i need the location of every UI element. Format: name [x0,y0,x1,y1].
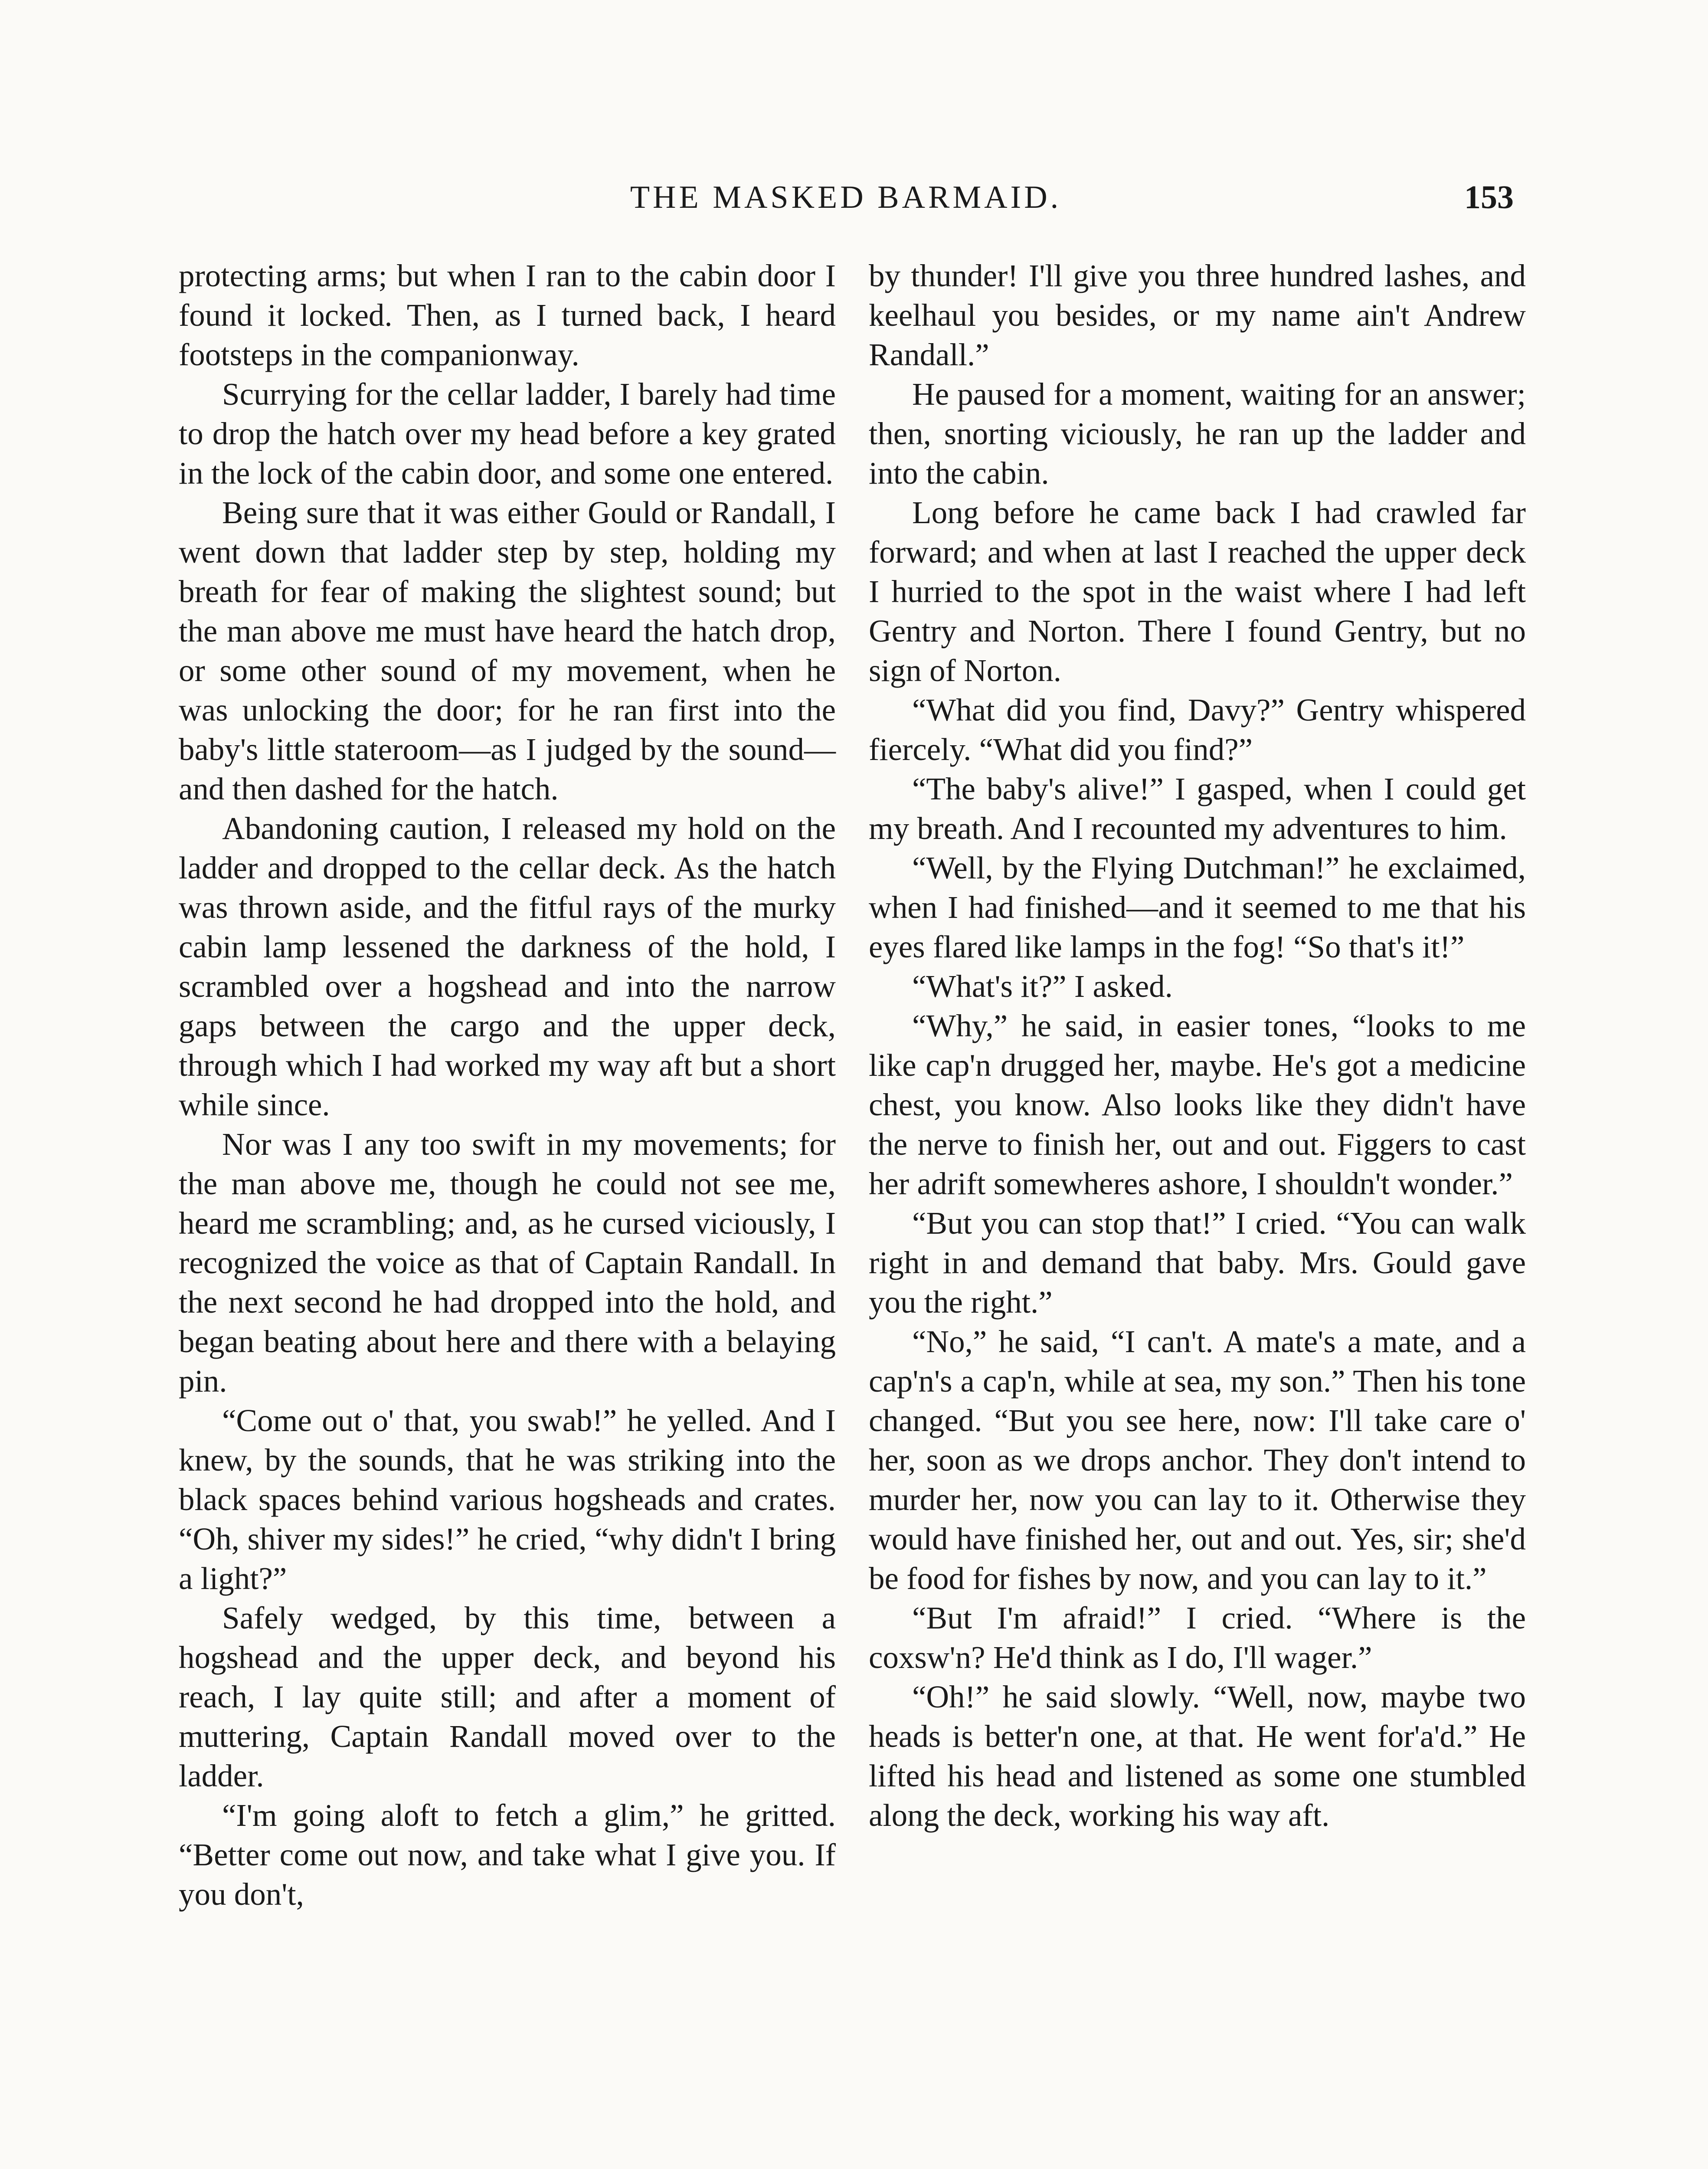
paragraph: Scurrying for the cellar ladder, I barely had time to drop the hatch over my head before a key grated in the lock of the cabin door, and some one entered. [179,377,836,491]
paragraph: He paused for a moment, waiting for an answer; then, snorting viciously, he ran up the ladder and into the cabin. [869,377,1526,491]
paragraph: Being sure that it was either Gould or Randall, I went down that ladder step by step, holding my breath for fear of making the slightest sound; but the man above me must have heard the hatch drop, or some other sound of my movement, when he was unlocking the door; for he ran first into the baby's little stateroom—as I judged by the sound—and then dashed for the hatch. [179,495,836,806]
right-column [869,256,1526,1835]
paragraph: “But you can stop that!” I cried. “You can walk right in and demand that baby. Mrs. Gould gave you the right.” [869,1206,1526,1320]
paragraph: “No,” he said, “I can't. A mate's a mate, and a cap'n's a cap'n, while at sea, my son.” Then his tone changed. “But you see here, now: I'll take care o' her, soon as we drops anchor. They don't intend to murder her, now you can lay to it. Otherwise they would have finished her, out and out. Yes, sir; she'd be food for fishes by now, and you can lay to it.” [869,1324,1526,1596]
paragraph: “Well, by the Flying Dutchman!” he exclaimed, when I had finished—and it seemed to me that his eyes flared like lamps in the fog! “So that's it!” [869,850,1526,964]
paragraph: “But I'm afraid!” I cried. “Where is the coxsw'n? He'd think as I do, I'll wager.” [869,1600,1526,1675]
running-head [178,174,1514,221]
left-column [179,256,836,1914]
paragraph: “I'm going aloft to fetch a glim,” he gritted. “Better come out now, and take what I give you. If you don't, [179,1798,836,1912]
paragraph: “Come out o' that, you swab!” he yelled. And I knew, by the sounds, that he was striking into the black spaces behind various hogsheads and crates. “Oh, shiver my sides!” he cried, “why didn't I bring a light?” [179,1403,836,1596]
paragraph: “Why,” he said, in easier tones, “looks to me like cap'n drugged her, maybe. He's got a medicine chest, you know. Also looks like they didn't have the nerve to finish her, out and out. Figgers to cast her adrift somewheres ashore, I shouldn't wonder.” [869,1008,1526,1201]
page-number: 153 [1464,179,1514,216]
paragraph: “The baby's alive!” I gasped, when I could get my breath. And I recounted my adventures to him. [869,771,1526,846]
paragraph: Nor was I any too swift in my movements; for the man above me, though he could not see me, heard me scrambling; and, as he cursed viciously, I recognized the voice as that of Captain Randall. In the next second he had dropped into the hold, and began beating about here and there with a belaying pin. [179,1127,836,1399]
paragraph: Abandoning caution, I released my hold on the ladder and dropped to the cellar deck. As the hatch was thrown aside, and the fitful rays of the murky cabin lamp lessened the darkness of the hold, I scrambled over a hogshead and into the narrow gaps between the cargo and the upper deck, through which I had worked my way aft but a short while since. [179,811,836,1122]
paragraph: Long before he came back I had crawled far forward; and when at last I reached the upper deck I hurried to the spot in the waist where I had left Gentry and Norton. There I found Gentry, but no sign of Norton. [869,495,1526,688]
paragraph: “What's it?” I asked. [912,969,1173,1004]
paragraph: by thunder! I'll give you three hundred lashes, and keelhaul you besides, or my name ain't Andrew Randall.” [869,258,1526,372]
running-title: THE MASKED BARMAID. [630,180,1062,215]
paragraph: protecting arms; but when I ran to the cabin door I found it locked. Then, as I turned back, I heard footsteps in the companionway. [179,258,836,372]
paragraph: “What did you find, Davy?” Gentry whispered fiercely. “What did you find?” [869,692,1526,767]
paragraph: “Oh!” he said slowly. “Well, now, maybe two heads is better'n one, at that. He went for'a'd.” He lifted his head and listened as some one stumbled along the deck, working his way aft. [869,1679,1526,1833]
paragraph: Safely wedged, by this time, between a hogshead and the upper deck, and beyond his reach, I lay quite still; and after a moment of muttering, Captain Randall moved over to the ladder. [179,1600,836,1793]
